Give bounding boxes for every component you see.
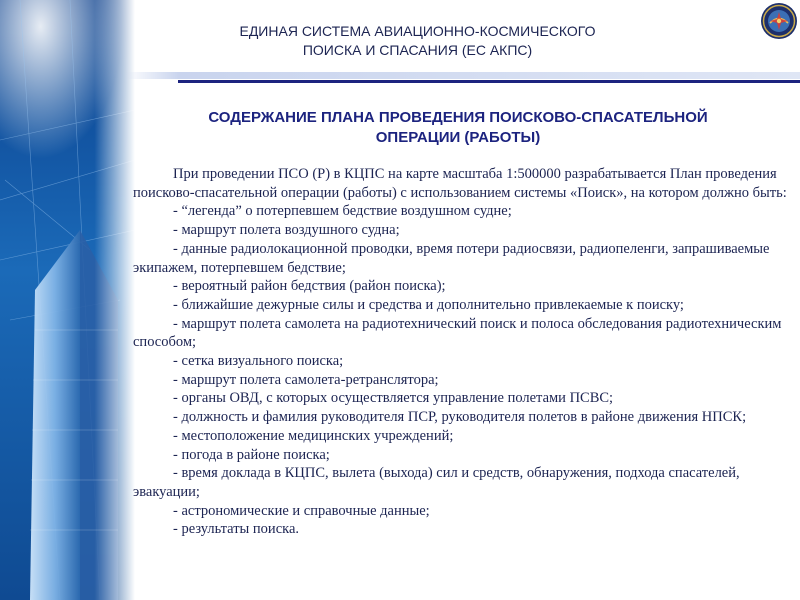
- section-title: [148, 108, 768, 148]
- list-item: - органы ОВД, с которых осуществляется управление полетами ПСВС;: [173, 390, 614, 407]
- list-item: - “легенда” о потерпевшем бедствие воздушном судне;: [173, 203, 512, 220]
- list-item: - время доклада в КЦПС, вылета (выхода) сил и средств, обнаружения, подхода спасателей, эвакуации;: [133, 465, 740, 500]
- list-item: - ближайшие дежурные силы и средства и дополнительно привлекаемые к поиску;: [173, 296, 684, 313]
- section-title-line2: ОПЕРАЦИИ (РАБОТЫ): [375, 129, 541, 146]
- list-item: - погода в районе поиска;: [173, 446, 330, 463]
- list-item: - данные радиолокационной проводки, время потери радиосвязи, радиопеленги, запрашиваемые экипажем, потерпевшем бедствие;: [133, 240, 770, 276]
- header-title-line2: ПОИСКА И СПАСАНИЯ (ЕС АКПС): [302, 42, 533, 58]
- list-item: - маршрут полета воздушного судна;: [173, 222, 400, 239]
- list-item: - должность и фамилия руководителя ПСР, руководителя полетов в районе движения НПСК;: [173, 409, 747, 426]
- list-item: - результаты поиска.: [173, 521, 300, 538]
- list-item: - сетка визуального поиска;: [173, 353, 344, 370]
- list-item: - астрономические и справочные данные;: [173, 502, 430, 519]
- decorative-background: [0, 0, 135, 600]
- header-rule-dark: [178, 80, 800, 83]
- list-item: - маршрут полета самолета на радиотехнический поиск и полоса обследования радиотехническим способом;: [133, 315, 782, 351]
- list-item: - маршрут полета самолета-ретранслятора;: [173, 371, 439, 388]
- emblem-icon: [760, 2, 798, 40]
- list-item: - вероятный район бедствия (район поиска);: [173, 278, 446, 295]
- list-item: - местоположение медицинских учреждений;: [173, 427, 454, 444]
- intro-paragraph: При проведении ПСО (Р) в КЦПС на карте масштаба 1:500000 разрабатывается План проведения поисково-спасательной операции (работы) с использованием системы «Поиск», на котором должно быть:: [133, 166, 787, 201]
- header-title: [200, 22, 635, 60]
- header-title-line1: ЕДИНАЯ СИСТЕМА АВИАЦИОННО-КОСМИЧЕСКОГО: [239, 23, 596, 39]
- header-rule-light: [125, 72, 800, 79]
- section-title-line1: СОДЕРЖАНИЕ ПЛАНА ПРОВЕДЕНИЯ ПОИСКОВО-СПАСАТЕЛЬНОЙ: [208, 109, 708, 126]
- content-body: [133, 165, 788, 539]
